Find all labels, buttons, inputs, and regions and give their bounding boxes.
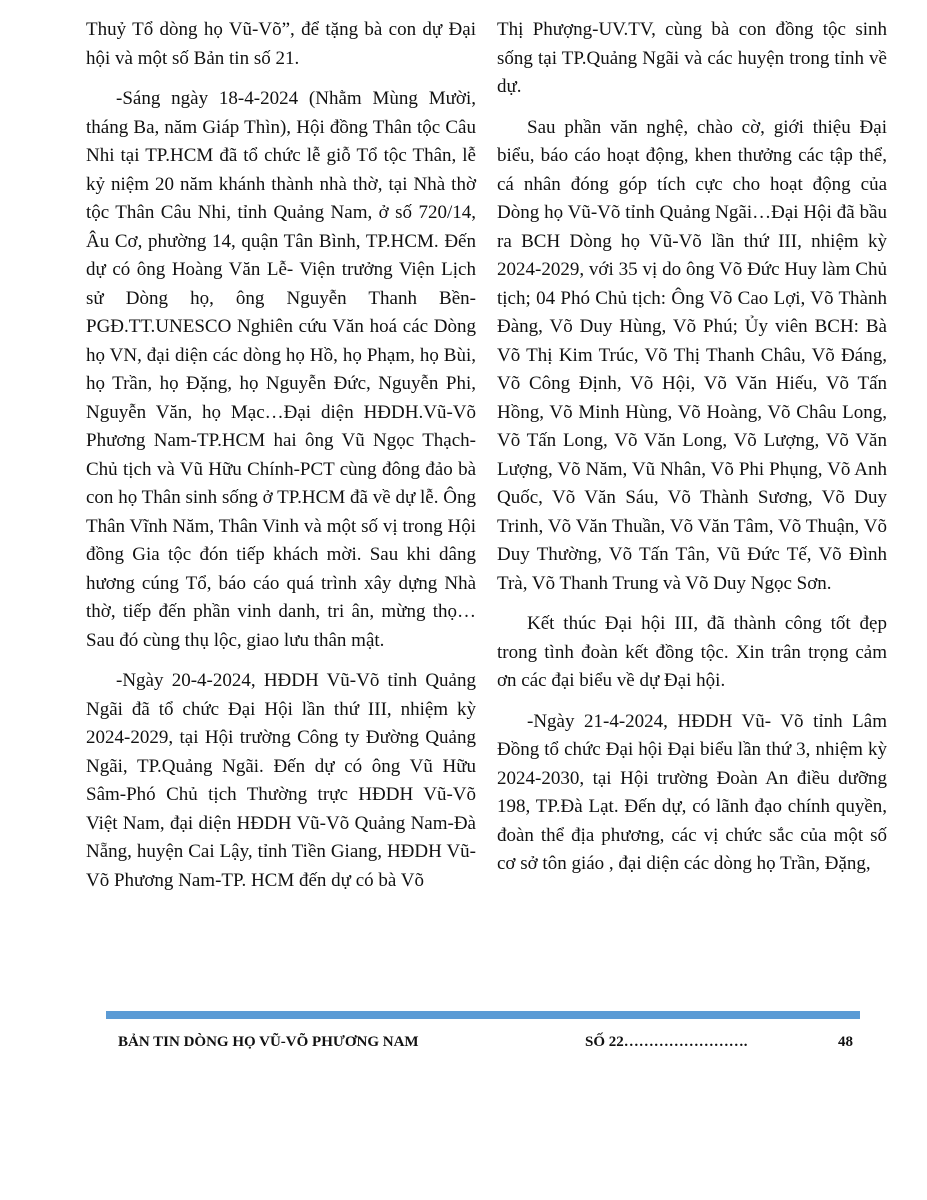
publication-title: BẢN TIN DÒNG HỌ VŨ-VÕ PHƯƠNG NAM	[118, 1034, 419, 1050]
issue-number: SỐ 22…………………….	[585, 1034, 748, 1050]
paragraph: Sau phần văn nghệ, chào cờ, giới thiệu Đại biểu, báo cáo hoạt động, khen thưởng các tập thể, cá nhân đóng góp tích cực cho hoạt động của Dòng họ Vũ-Võ tỉnh Quảng Ngãi…Đại Hội đã bầu ra BCH Dòng họ Vũ-Võ lần thứ III, nhiệm kỳ 2024-2029, với 35 vị do ông Võ Đức Huy làm Chủ tịch; 04 Phó Chủ tịch: Ông Võ Cao Lợi, Võ Thành Đàng, Võ Duy Hùng, Võ Phú; Ủy viên BCH: Bà Võ Thị Kim Trúc, Võ Thị Thanh Châu, Võ Đáng, Võ Công Định, Võ Hội, Võ Văn Hiếu, Võ Tấn Hồng, Võ Minh Hùng, Võ Hoàng, Võ Châu Long, Võ Tấn Long, Võ Văn Long, Võ Lượng, Võ Văn Lượng, Võ Năm, Vũ Nhân, Võ Phi Phụng, Võ Anh Quốc, Võ Văn Sáu, Võ Thành Sương, Võ Duy Trinh, Võ Văn Thuần, Võ Văn Tâm, Võ Thuận, Võ Duy Thường, Võ Tấn Tân, Vũ Đức Tế, Võ Đình Trà, Võ Thanh Trung và Võ Duy Ngọc Sơn.	[497, 116, 887, 594]
paragraph: Thuỷ Tổ dòng họ Vũ-Võ”, để tặng bà con dự Đại hội và một số Bản tin số 21.	[86, 19, 476, 69]
paragraph: Thị Phượng-UV.TV, cùng bà con đồng tộc sinh sống tại TP.Quảng Ngãi và các huyện trong tỉnh về dự.	[497, 19, 887, 97]
footer-divider	[106, 1011, 860, 1019]
page-footer	[0, 1030, 927, 1054]
paragraph: -Ngày 21-4-2024, HĐDH Vũ- Võ tỉnh Lâm Đồng tổ chức Đại hội Đại biểu lần thứ 3, nhiệm kỳ 2024-2030, tại Hội trường Đoàn An điều dưỡng 198, TP.Đà Lạt. Đến dự, có lãnh đạo chính quyền, đoàn thể địa phương, các vị chức sắc của một số cơ sở tôn giáo , đại diện các dòng họ Trần, Đặng,	[497, 710, 887, 874]
page-number: 48	[838, 1034, 853, 1050]
right-column	[497, 16, 887, 891]
paragraph: -Ngày 20-4-2024, HĐDH Vũ-Võ tỉnh Quảng Ngãi đã tổ chức Đại Hội lần thứ III, nhiệm kỳ 2024-2029, tại Hội trường Công ty Đường Quảng Ngãi, TP.Quảng Ngãi. Đến dự có ông Vũ Hữu Sâm-Phó Chủ tịch Thường trực HĐDH Vũ-Võ Việt Nam, đại diện HĐDH Vũ-Võ Quảng Nam-Đà Nẵng, huyện Cai Lậy, tỉnh Tiền Giang, HĐDH Vũ-Võ Phương Nam-TP. HCM đến dự có bà Võ	[86, 670, 476, 891]
paragraph: Kết thúc Đại hội III, đã thành công tốt đẹp trong tình đoàn kết đồng tộc. Xin trân trọng cảm ơn các đại biểu về dự Đại hội.	[497, 613, 887, 691]
left-column	[86, 16, 476, 907]
paragraph: -Sáng ngày 18-4-2024 (Nhằm Mùng Mười, tháng Ba, năm Giáp Thìn), Hội đồng Thân tộc Câu Nhi tại TP.HCM đã tổ chức lễ giỗ Tổ tộc Thân, lễ kỷ niệm 20 năm khánh thành nhà thờ, tại Nhà thờ tộc Thân Câu Nhi, tỉnh Quảng Nam, ở số 720/14, Âu Cơ, phường 14, quận Tân Bình, TP.HCM. Đến dự có ông Hoàng Văn Lễ- Viện trưởng Viện Lịch sử Dòng họ, ông Nguyễn Thanh Bền-PGĐ.TT.UNESCO Nghiên cứu Văn hoá các Dòng họ VN, đại diện các dòng họ Hồ, họ Phạm, họ Bùi, họ Trần, họ Đặng, họ Nguyễn Đức, Nguyễn Phi, Nguyễn Văn, họ Mạc…Đại diện HĐDH.Vũ-Võ Phương Nam-TP.HCM hai ông Vũ Ngọc Thạch-Chủ tịch và Vũ Hữu Chính-PCT cùng đông đảo bà con họ Thân sinh sống ở TP.HCM đã về dự lễ. Ông Thân Vĩnh Năm, Thân Vinh và một số vị trong Hội đồng Gia tộc đón tiếp khách mời. Sau khi dâng hương cúng Tổ, báo cáo quá trình xây dựng Nhà thờ, tiếp đến phần vinh danh, tri ân, mừng thọ…Sau đó cùng thụ lộc, giao lưu thân mật.	[86, 88, 476, 651]
